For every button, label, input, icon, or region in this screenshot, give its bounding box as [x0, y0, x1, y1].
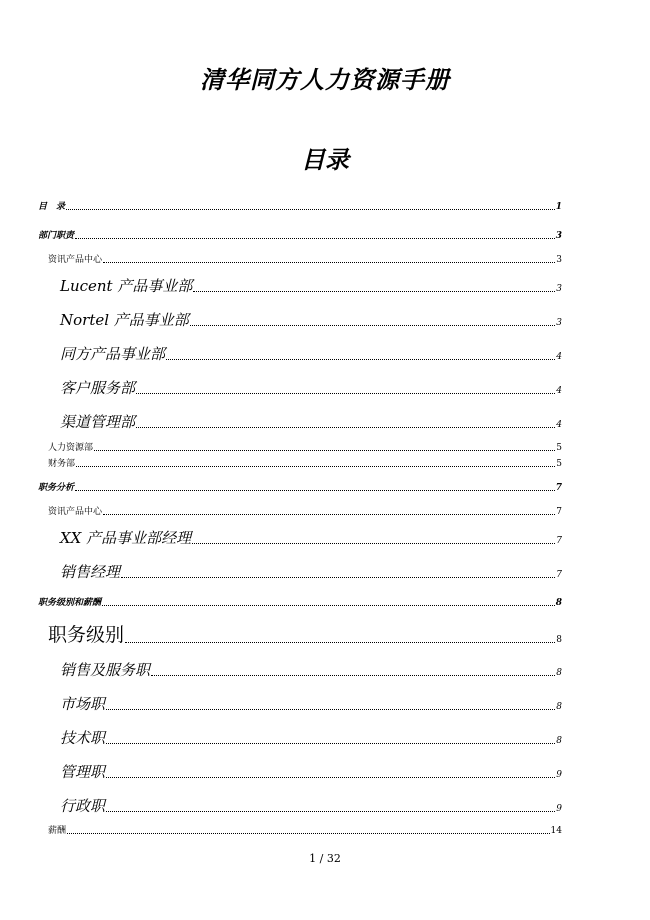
toc-leader — [166, 359, 555, 360]
toc-leader — [106, 743, 555, 744]
toc-entry[interactable] — [38, 203, 562, 212]
toc-entry[interactable] — [48, 827, 562, 836]
toc-entry[interactable] — [60, 531, 562, 546]
toc-leader — [75, 490, 555, 491]
toc-entry-page: 5 — [556, 443, 562, 453]
toc-entry-text: 人力资源部 — [48, 443, 94, 453]
toc-entry-text: 管理职 — [60, 763, 106, 781]
toc-entry-page: 8 — [556, 736, 562, 746]
toc-entry[interactable] — [60, 663, 562, 678]
toc-entry-page: 8 — [555, 598, 562, 608]
toc-entry[interactable] — [60, 697, 562, 712]
toc-entry-page: 4 — [556, 386, 562, 396]
toc-entry[interactable] — [48, 460, 562, 469]
toc-entry-text: 同方产品事业部 — [60, 345, 166, 363]
toc-entry[interactable] — [60, 731, 562, 746]
toc-leader — [75, 238, 555, 239]
toc-leader — [136, 393, 555, 394]
toc-entry-page: 8 — [556, 635, 562, 645]
toc-entry-text: 职务级别和薪酬 — [38, 598, 102, 608]
toc-entry-text: 销售经理 — [60, 563, 121, 581]
toc-leader — [66, 209, 555, 210]
toc-leader — [102, 605, 555, 606]
toc-entry-text: 财务部 — [48, 459, 76, 469]
toc-entry-page: 4 — [556, 352, 562, 362]
toc-entry-page: 3 — [555, 231, 562, 241]
toc-entry[interactable] — [60, 313, 562, 328]
toc-leader — [190, 325, 555, 326]
toc-entry-text: 渠道管理部 — [60, 413, 136, 431]
toc-leader — [106, 777, 555, 778]
toc-heading: 目录 — [301, 145, 349, 174]
toc-entry-text: 行政职 — [60, 797, 106, 815]
toc-entry-text: XX 产品事业部经理 — [60, 529, 192, 547]
toc-leader — [67, 833, 550, 834]
toc-entry[interactable] — [38, 599, 562, 608]
toc-leader — [94, 450, 555, 451]
toc-leader — [125, 642, 555, 643]
toc-entry-page: 3 — [556, 284, 562, 294]
toc-entry-page: 3 — [556, 318, 562, 328]
toc-entry[interactable] — [60, 279, 562, 294]
toc-entry[interactable] — [60, 415, 562, 430]
toc-entry-text: 职务分析 — [38, 483, 75, 493]
toc-entry-page: 7 — [556, 536, 562, 546]
toc-entry-page: 8 — [556, 702, 562, 712]
toc-entry[interactable] — [60, 565, 562, 580]
toc-entry-page: 5 — [556, 459, 562, 469]
toc-entry-text: 技术职 — [60, 729, 106, 747]
toc-entry-page: 8 — [556, 668, 562, 678]
toc-entry-text: 薪酬 — [48, 826, 67, 836]
toc-entry-text: 目 录 — [38, 202, 66, 212]
toc-leader — [136, 427, 555, 428]
toc-entry[interactable] — [60, 381, 562, 396]
toc-leader — [76, 466, 555, 467]
toc-leader — [193, 291, 555, 292]
toc-entry-page: 9 — [556, 770, 562, 780]
toc-entry[interactable] — [38, 232, 562, 241]
toc-entry-text: Nortel 产品事业部 — [60, 311, 189, 329]
toc-entry-page: 7 — [556, 570, 562, 580]
toc-entry[interactable] — [48, 256, 562, 265]
toc-entry-text: 部门职责 — [38, 231, 75, 241]
toc-leader — [106, 709, 555, 710]
toc-entry-text: 销售及服务职 — [60, 661, 151, 679]
toc-entry-text: 职务级别 — [48, 624, 125, 646]
toc-entry-page: 4 — [556, 420, 562, 430]
toc-leader — [106, 811, 555, 812]
toc-leader — [103, 514, 555, 515]
toc-entry-page: 9 — [556, 804, 562, 814]
toc-leader — [192, 543, 555, 544]
toc-entry-page: 7 — [556, 507, 562, 517]
toc-entry-text: 资讯产品中心 — [48, 255, 103, 265]
toc-entry[interactable] — [38, 484, 562, 493]
toc-leader — [103, 262, 555, 263]
toc-entry-page: 14 — [550, 826, 562, 836]
toc-entry-page: 7 — [555, 483, 562, 493]
toc-leader — [121, 577, 555, 578]
toc-entry[interactable] — [60, 799, 562, 814]
toc-entry-text: 市场职 — [60, 695, 106, 713]
toc-entry[interactable] — [60, 765, 562, 780]
toc-entry-text: 资讯产品中心 — [48, 507, 103, 517]
toc-entry-page: 3 — [556, 255, 562, 265]
toc-entry-text: Lucent 产品事业部 — [60, 277, 193, 295]
toc-entry-page: 1 — [555, 202, 562, 212]
toc-entry[interactable] — [48, 444, 562, 453]
page-indicator: 1 / 32 — [309, 852, 341, 865]
toc-leader — [151, 675, 555, 676]
document-title: 清华同方人力资源手册 — [200, 65, 450, 94]
toc-entry[interactable] — [48, 508, 562, 517]
toc-entry[interactable] — [48, 626, 562, 645]
toc-entry-text: 客户服务部 — [60, 379, 136, 397]
toc-entry[interactable] — [60, 347, 562, 362]
